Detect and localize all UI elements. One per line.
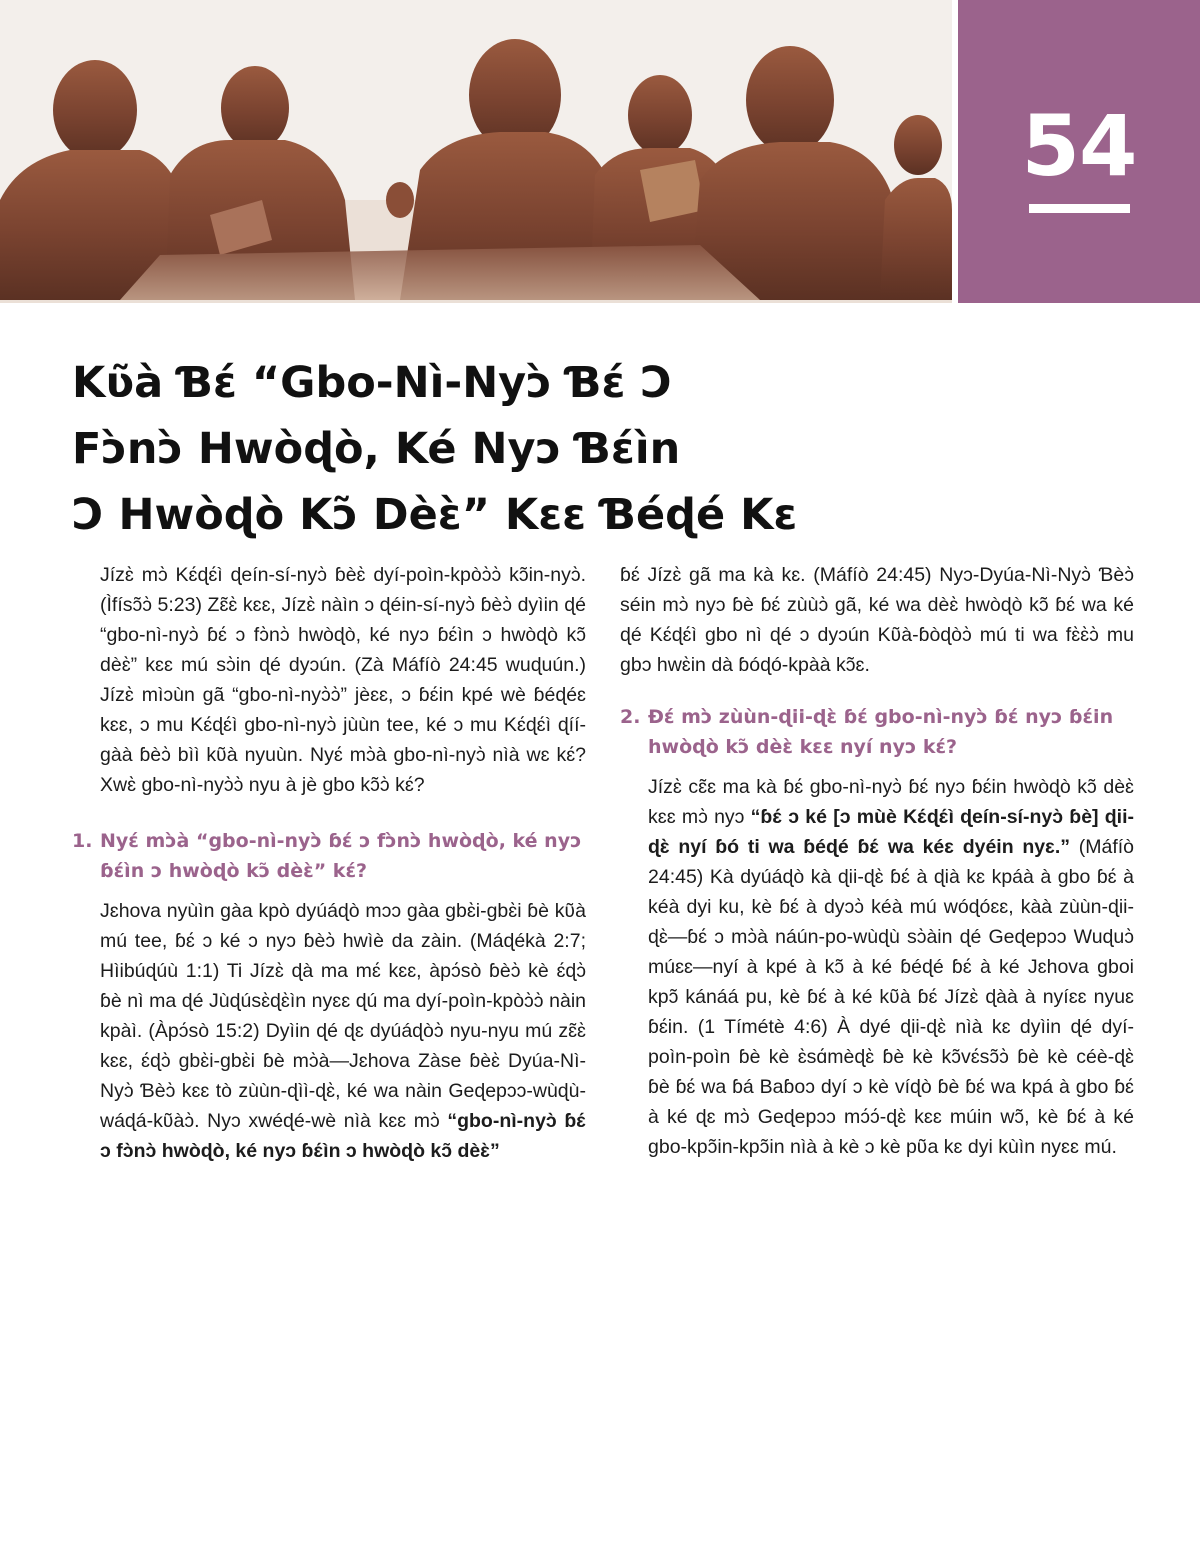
answer-1-paragraph	[72, 896, 586, 1166]
question-1-number: 1.	[72, 830, 93, 852]
answer-1-continuation: ɓɛ́ Jízɛ̀ gã ma kà kɛ. (Máfíò 24:45) Nyɔ-Dyúa-Nì-Nyɔ̀ Ɓèɔ̀ séin mɔ̀ nyɔ ɓè ɓɛ́ zùùɔ̀ gã, ké wa dèɛ̀ hwòɖò kɔ̃ ɓɛ́ wa ké ɖé Kɛ́ɖɛ́ì gbo nì ɖé ɔ dyɔún Kʋ̃à-ɓòɖòɔ̀ mú ti wa fɛ̀ɛ̀ɔ̀ mu gbɔ hwɛ̀in dà ɓóɖó-kpàà kɔ̃ɛ.	[620, 564, 1134, 676]
question-1-text: Nyɛ́ mɔ̀à “gbo-nì-nyɔ̀ ɓɛ́ ɔ fɔ̀nɔ̀ hwòɖò, ké nyɔ ɓɛ́ìn ɔ hwòɖò kɔ̃ dèɛ̀” kɛ́?	[100, 830, 582, 882]
chapter-title-line-3: Ɔ Hwòɖò Kɔ̃ Dèɛ̀” Kɛɛ Ɓéɖé Kɛ	[72, 490, 798, 540]
meeting-silhouette-illustration	[0, 0, 952, 303]
chapter-title	[72, 350, 1132, 548]
question-2	[620, 702, 1134, 762]
question-2-number: 2.	[620, 706, 641, 728]
right-column	[620, 560, 1134, 1162]
chapter-title-line-2: Fɔ̀nɔ̀ Hwòɖò, Ké Nyɔ Ɓɛ́ìn	[72, 424, 681, 474]
answer-2-lead: Jízɛ̀ cɛ̃ɛ ma kà ɓɛ́ gbo-nì-nyɔ̀ ɓɛ́ nyɔ ɓɛ́in hwòɖò kɔ̃ dèɛ̀ kɛɛ mɔ̀ nyɔ	[648, 776, 1134, 828]
hero-image	[0, 0, 952, 303]
left-column	[72, 560, 586, 1166]
answer-1-bold-quote: “gbo-nì-nyɔ̀ ɓɛ́ ɔ fɔ̀nɔ̀ hwòɖò, ké nyɔ ɓɛ́ìn ɔ hwòɖò kɔ̃ dèɛ̀”	[100, 1110, 586, 1162]
chapter-number-box	[958, 0, 1200, 303]
chapter-number: 54	[1021, 97, 1137, 195]
intro-paragraph: Jízɛ̀ mɔ̀ Kɛ́ɖɛ́ì ɖeín-sí-nyɔ̀ ɓèɛ̀ dyí-poìn-kpòɔ̀ɔ̀ kɔ̃in-nyɔ̀. (Ìfísɔ̃ɔ̀ 5:23) Zɛ̃ɛ̀ kɛɛ, Jízɛ̀ nàìn ɔ ɖéin-sí-nyɔ̀ ɓèɔ̀ dyìin ɖé “gbo-nì-nyɔ̀ ɓɛ́ ɔ fɔ̀nɔ̀ hwòɖò, ké nyɔ ɓɛ́ìn ɔ hwòɖò kɔ̃ dèɛ̀” kɛɛ mú sɔ̀in ɖé dyɔún. (Zà Máfíò 24:45 wuɖuún.) Jízɛ̀ mìɔùn gã “gbo-nì-nyɔ̀ɔ̀” jèɛɛ, ɔ ɓɛ́in kpé wè ɓéɖéɛ kɛɛ, ɔ mu Kɛ́ɖɛ́ì gbo-nì-nyɔ̀ jùùn tee, ké ɔ mu Kɛ́ɖɛ́ì ɖíí-gàà ɓèɔ̀ bìì kʋ̃à nyuùn. Nyɛ́ mɔ̀à gbo-nì-nyɔ̀ nìà wɛ kɛ́? Xwɛ̀ gbo-nì-nyɔ̀ɔ̀ nyu à jè gbo kɔ̃ɔ̀ kɛ́?	[100, 564, 586, 796]
answer-1-text: Jɛhova nyùìn gàa kpò dyúáɖò mɔɔ gàa gbɛ̀i-gbɛ̀i ɓè kʋ̃à mú tee, ɓɛ́ ɔ ké ɔ nyɔ ɓèɔ̀ hwìè da zàin. (Máɖékà 2:7; Hìibúɖúù 1:1) Ti Jízɛ̀ ɖà ma mɛ́ kɛɛ, àpɔ́sò ɓèɔ̀ kè ɛ́ɖɔ̀ ɓè nì ma ɖé Jùɖúsɛ̀ɖɛ̀ìn nyɛɛ ɖú ma dyí-poìn-kpòɔ̀ɔ̀ nàin kpàì. (Àpɔ́sò 15:2) Dyìin ɖé ɖɛ dyúáɖòɔ̀ nyu-nyu mú zɛ̃ɛ̀ kɛɛ, ɛ́ɖɔ̀ gbɛ̀i-gbɛ̀i ɓè mɔ̀à—Jɛhova Zàse ɓèɛ̀ Dyúa-Nì-Nyɔ̀ Ɓèɔ̀ kɛɛ tò zùùn-ɖìì-ɖɛ̀, ké wa nàin Geɖepɔɔ-wùɖù-wáɖá-kʋ̃àɔ̀. Nyɔ xwéɖé-wè nìà kɛɛ mɔ̀	[100, 900, 586, 1132]
chapter-number-underline	[1029, 204, 1130, 213]
answer-2-paragraph	[620, 772, 1134, 1162]
question-1	[72, 826, 586, 886]
question-2-text: Ɖɛ́ mɔ̀ zùùn-ɖii-ɖɛ̀ ɓɛ́ gbo-nì-nyɔ̀ ɓɛ́ nyɔ ɓɛ́in hwòɖò kɔ̃ dèɛ̀ kɛɛ nyí nyɔ kɛ́?	[648, 706, 1114, 758]
answer-2-bold-quote: “ɓɛ́ ɔ ké [ɔ mùè Kɛ́ɖɛ́ì ɖeín-sí-nyɔ̀ ɓè] ɖii-ɖɛ̀ nyí ɓó ti wa ɓéɖé ɓɛ́ wa kéɛ dyéin nyɛ.”	[648, 806, 1134, 858]
answer-2-rest: (Máfíò 24:45) Kà dyúáɖò kà ɖii-ɖɛ̀ ɓɛ́ à ɖià kɛ kpáà à gbo ɓɛ́ à kéà dyi ku, kè ɓɛ́ à dyɔɔ̀ kéà mú wóɖóɛɛ, kàà zùùn-ɖii-ɖɛ̀—ɓɛ́ ɔ mɔ̀à náún-po-wùɖù sɔ̀àin ɖé Geɖepɔɔ Wuɖuɔ̀ múɛɛ—nyí à kpé à kɔ̃ à ké ɓéɖé ɓɛ́ à ké Jɛhova gboi kpɔ̃ kánáá pu, kè ɓɛ́ à ké kʋ̃à ɓɛ́ Jízɛ̀ ɖàà à nyíɛɛ nyuɛ ɓɛ́in. (1 Tímétè 4:6) À dyé ɖii-ɖɛ̀ nìà kɛ dyìin ɖé dyí-poìn-poìn ɓè kè ɛ̀sɑ́mèɖɛ̀ ɓè kè kɔ̃vɛ́sɔ̃ɔ̀ ɓè kè céè-ɖɛ̀ ɓè ɓɛ́ wa ɓá Baɓoɔ dyí ɔ kè víɖò ɓè ɓɛ́ wa kpá à gbo ɓɛ́ à ké ɖɛ mɔ̀ Geɖepɔɔ mɔ́ɔ́-ɖɛ̀ kɛɛ múin wɔ̃, kè ɓɛ́ à ké gbo-kpɔ̃in-kpɔ̃in nìà à kè ɔ kè pʋ̃a kɛ dyi kùìn nyɛɛ mú.	[648, 836, 1135, 1158]
chapter-title-line-1: Kʋ̃à Ɓɛ́ “Gbo-Nì-Nyɔ̀ Ɓɛ́ Ɔ	[72, 358, 673, 408]
